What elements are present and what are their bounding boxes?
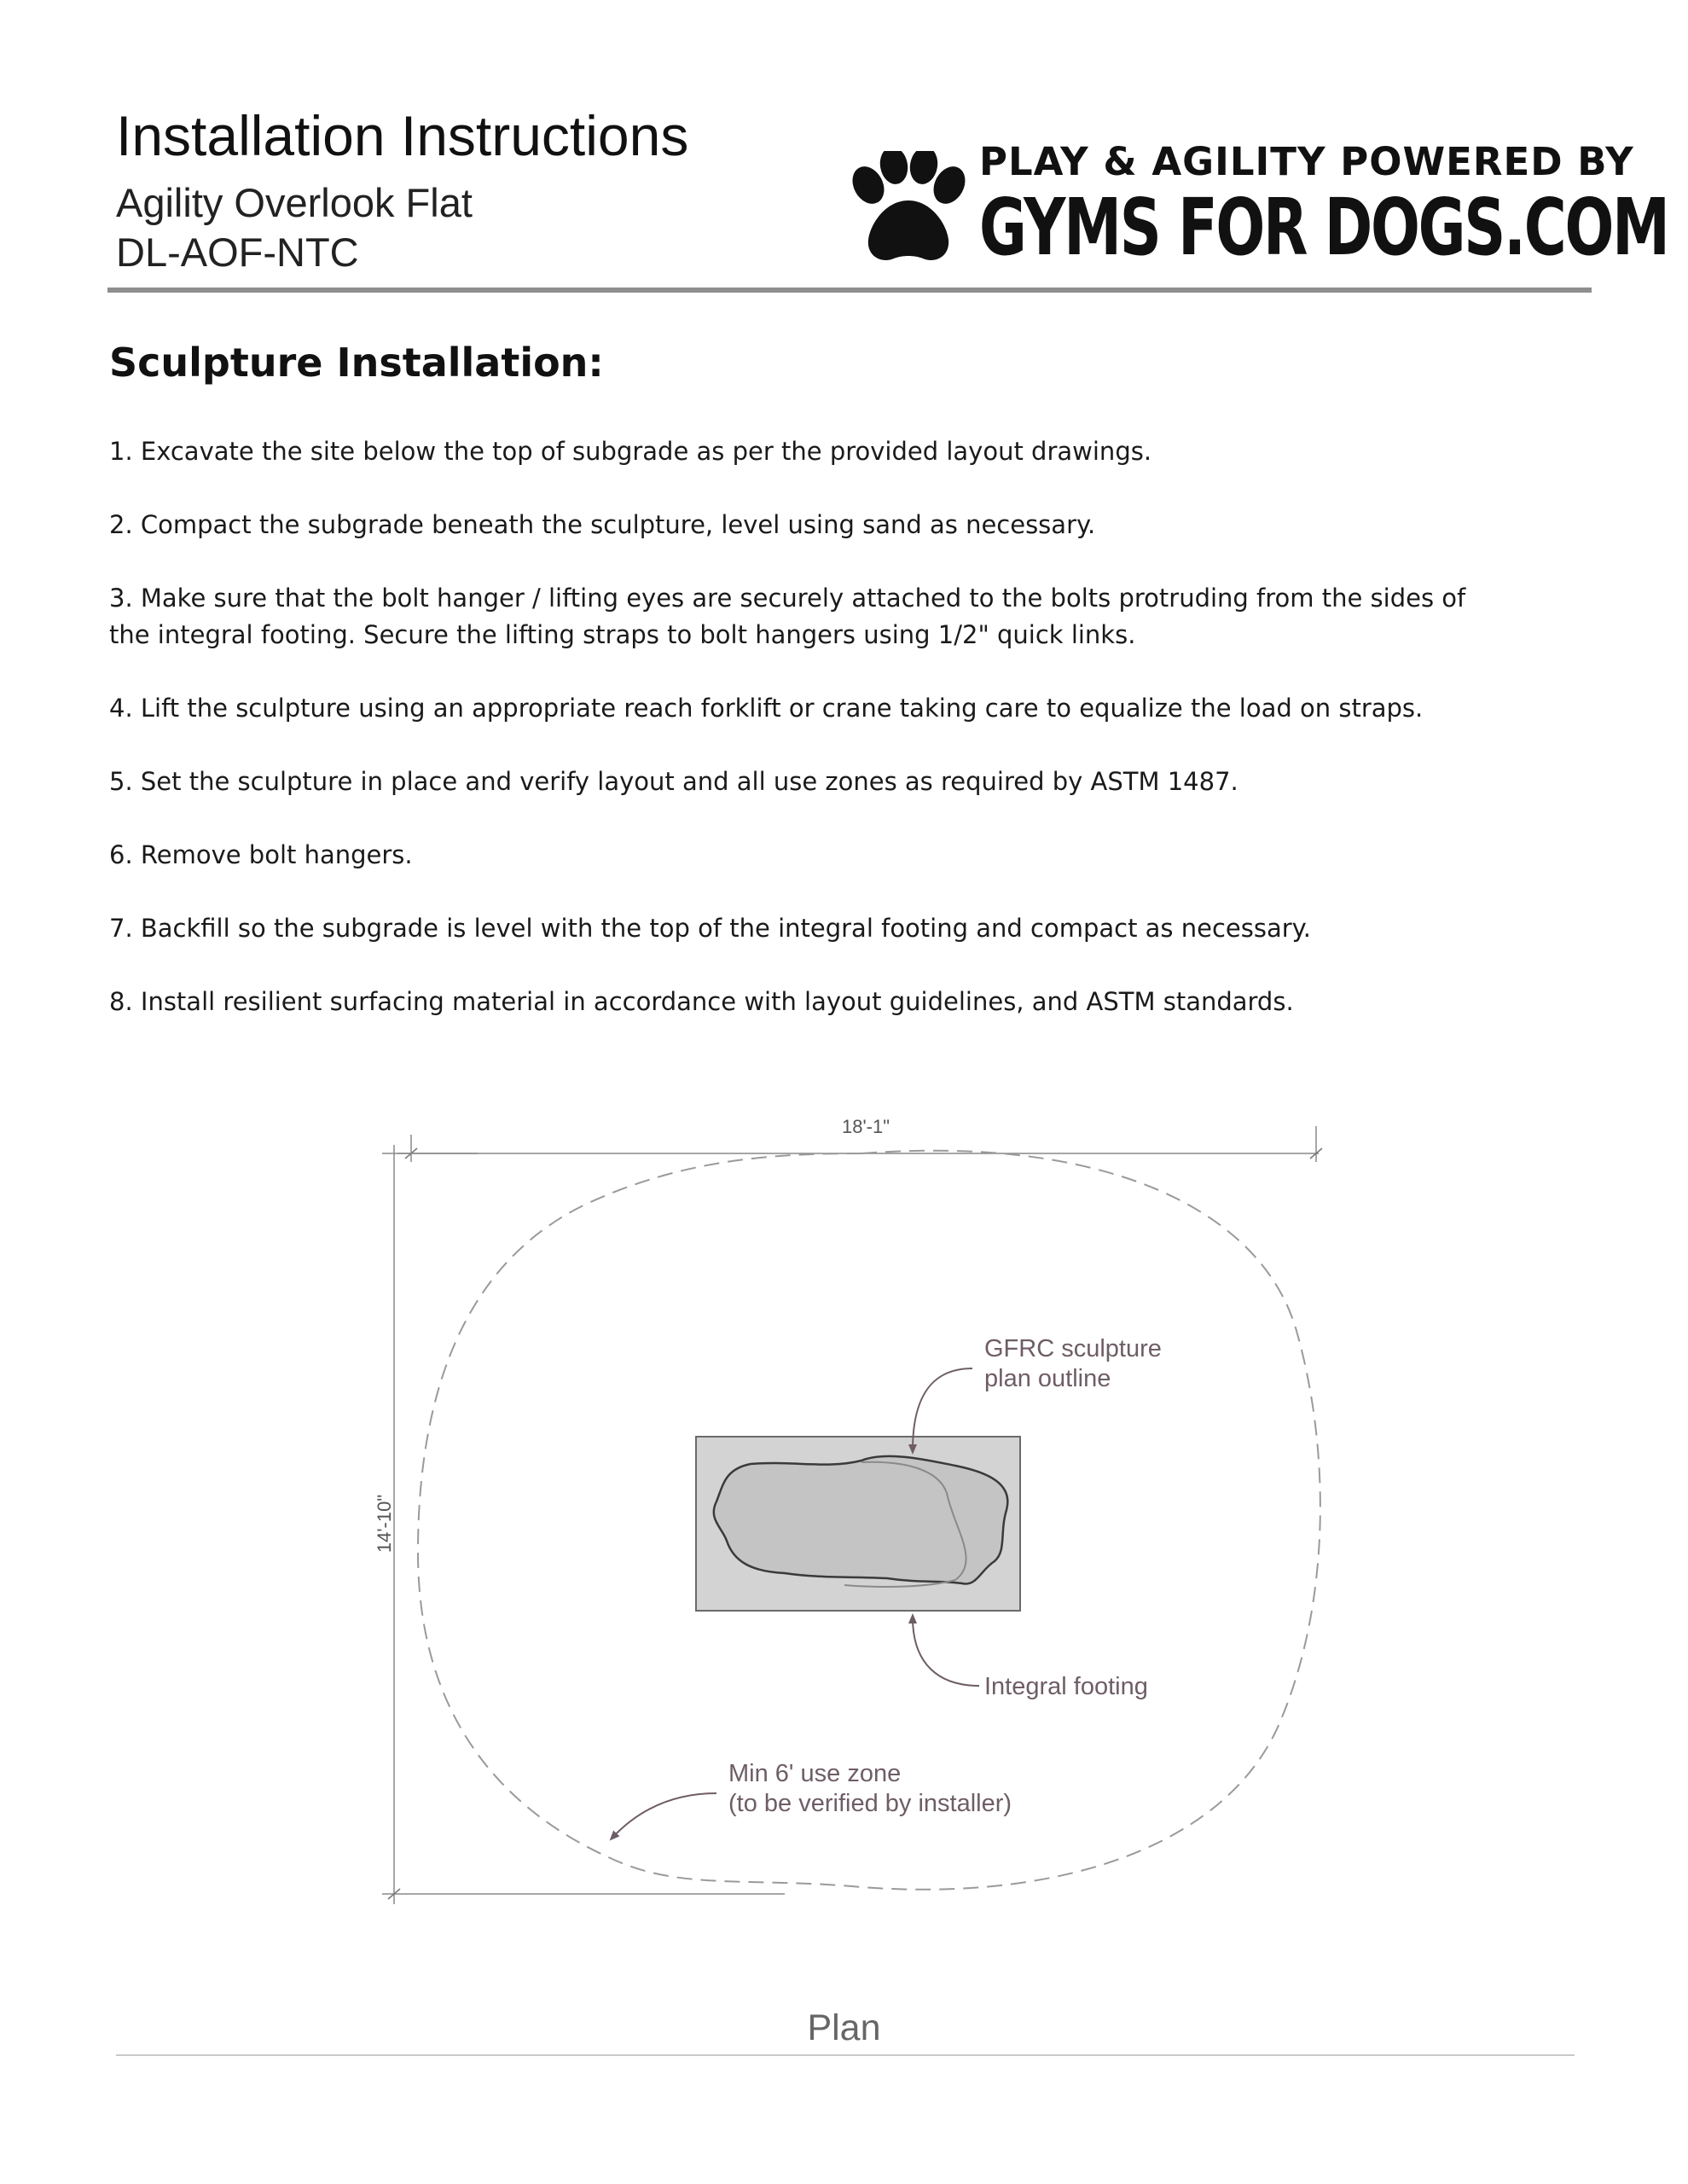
step-4: 4. Lift the sculpture using an appropriate reach forklift or crane taking care to equalize the load on straps.: [109, 694, 1424, 723]
sculpture-label-line1: GFRC sculpture: [984, 1335, 1162, 1362]
footing-leader: [913, 1618, 979, 1686]
step-1: 1. Excavate the site below the top of subgrade as per the provided layout drawings.: [109, 437, 1152, 466]
plan-caption: Plan: [807, 2007, 881, 2048]
document-title: Installation Instructions: [116, 104, 689, 167]
step-7: 7. Backfill so the subgrade is level with the top of the integral footing and compact as necessary.: [109, 914, 1311, 943]
step-6: 6. Remove bolt hangers.: [109, 840, 413, 869]
sculpture-label-line2: plan outline: [984, 1365, 1111, 1392]
product-name: Agility Overlook Flat: [116, 180, 473, 225]
step-5: 5. Set the sculpture in place and verify layout and all use zones as required by ASTM 1487.: [109, 767, 1238, 796]
brand-logo: [844, 139, 1668, 277]
width-dimension-label: 18'-1": [841, 1116, 890, 1137]
footer-divider: [116, 2054, 1575, 2056]
use-zone-label-line1: Min 6' use zone: [728, 1760, 902, 1787]
instruction-steps: [109, 433, 1508, 1057]
logo-tagline: PLAY & AGILITY POWERED BY: [979, 139, 1634, 184]
use-zone-leader: [612, 1793, 716, 1838]
section-heading: Sculpture Installation:: [109, 340, 604, 386]
use-zone-label-line2: (to be verified by installer): [728, 1790, 1012, 1817]
header-divider: [107, 288, 1592, 293]
width-dimension: [397, 1116, 1322, 1162]
paw-print-icon: [844, 151, 972, 270]
sculpture-outline: [714, 1456, 1008, 1584]
plan-drawing: [0, 1101, 1688, 1954]
step-8: 8. Install resilient surfacing material in accordance with layout guidelines, and ASTM standards.: [109, 987, 1294, 1016]
footing-label: Integral footing: [984, 1673, 1148, 1700]
step-2: 2. Compact the subgrade beneath the sculpture, level using sand as necessary.: [109, 510, 1096, 539]
height-dimension-label: 14'-10": [374, 1494, 395, 1554]
product-code: DL-AOF-NTC: [116, 229, 359, 275]
step-3: 3. Make sure that the bolt hanger / lifting eyes are securely attached to the bolts protruding from the sides of the integral footing. Secure the lifting straps to bolt hangers using 1/2" quick links.: [109, 584, 1466, 649]
logo-brand: GYMS FOR DOGS.COM: [979, 182, 1668, 273]
